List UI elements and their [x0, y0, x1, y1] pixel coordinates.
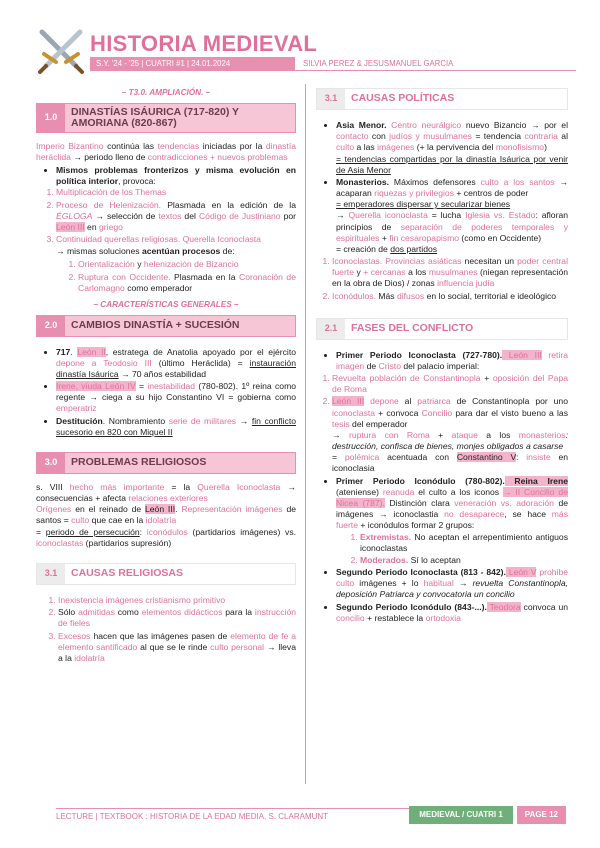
list-item: • Destitución. Nombramiento serie de militares → fin conflicto sucesorio en 820 con Miquel II [56, 416, 296, 438]
section-header-3-0 [36, 452, 296, 474]
bullet-list [56, 165, 296, 245]
section-title: PROBLEMAS RELIGIOSOS [65, 453, 295, 473]
course-meta: S.Y. '24 - '25 | CUATRI #1 | 24.01.2024 [90, 57, 295, 71]
footer-course: MEDIEVAL / CUATRI 1 [409, 806, 513, 824]
list-item: 1. Revuelta población de Constantinopla + oposición del Papa de Roma [332, 373, 568, 395]
list-item: 2. Iconódulos. Más difusos en lo social, territorial e ideológico [332, 291, 568, 302]
list-item: • Primer Periodo Iconoclasta (727-780). León III retira imagen de Cristo del palacio imperial: [336, 350, 568, 372]
section-number: 1.0 [37, 104, 65, 132]
section-title: CAMBIOS DINASTÍA + SUCESIÓN [65, 316, 295, 336]
section-header-1-0 [36, 103, 296, 133]
bullet-list [56, 347, 296, 438]
section-title: DINASTÍAS ISÁURICA (717-820) Y AMORIANA (820-867) [65, 104, 295, 132]
numbered-list [360, 532, 568, 567]
page-footer [56, 806, 566, 824]
section-label-caracteristicas: – CARACTERÍSTICAS GENERALES – [93, 299, 239, 309]
left-column [36, 86, 296, 665]
section-header-2-0 [36, 315, 296, 337]
numbered-list [332, 256, 568, 302]
footer-page-number: PAGE 12 [517, 806, 566, 824]
subheader-bar [90, 57, 576, 71]
list-item: • Irene, viuda León IV = inestabilidad (780-802). 1º reina como regente → ciega a su hijo Constantino VI = gobierna como emperatriz [56, 381, 296, 415]
footer-source: LECTURE | TEXTBOOK : HISTORIA DE LA EDAD MEDIA, S. CLARAMUNT [56, 808, 409, 822]
numbered-list [332, 373, 568, 475]
numbered-list [58, 595, 296, 664]
section-number: 3.1 [37, 564, 65, 584]
list-item: 1. Inexistencia imágenes cristianismo primitivo [58, 595, 296, 606]
section-header-3-1-religiosas [36, 563, 296, 585]
right-column [316, 86, 568, 625]
bullet-list [336, 350, 568, 372]
list-item: 2. León III depone al patriarca de Constantinopla por uno iconoclasta + convoca Concilio para dar el visto bueno a las tesis del emperador → ruptura con Roma + ataque a los monasterios: destrucción, confisca de bienes, monjes obligados a casarse = polémica acentuada con Constantino V: insiste en iconoclasia [332, 396, 568, 474]
numbered-list [56, 187, 296, 245]
paragraph: s. VIII hecho más importante = la Querella Iconoclasta → consecuencias + afecta relaciones exteriores Orígenes en el reinado de León III. Representación imágenes de santos = culto que cae en la idolatría = periodo de persecución: iconódulos (partidarios imágenes) vs. iconoclastas (partidarios supresión) [36, 481, 297, 548]
list-item: 2. Sólo admitidas como elementos didácticos para la instrucción de fieles [58, 607, 296, 629]
list-item: 2. Ruptura con Occidente. Plasmada en la Coronación de Carlomagno como emperador [78, 272, 296, 294]
section-number: 3.1 [317, 89, 345, 109]
numbered-list [78, 259, 296, 294]
bullet-list [336, 476, 568, 624]
paragraph: → mismas soluciones acentúan procesos de: [56, 246, 235, 257]
list-item: 3. Excesos hacen que las imágenes pasen de elemento de fe a elemento santificado al que se le rinde culto personal → lleva a la idolatría [58, 631, 296, 665]
list-item: • Primer Periodo Iconódulo (780-802). Reina Irene (ateniense) reanuda el culto a los iconos → II Concilio de Nicea (787). Distinción clara veneración vs. adoración de imágenes → iconoclastia no desaparece, se hace más fuerte + iconódulos formar 2 grupos: 1. Extremistas. No aceptan el arrepentimiento antiguos iconoclastas 2. Moderados. Sí lo aceptan [336, 476, 568, 566]
section-header-3-1-politicas [316, 88, 568, 110]
list-item: 1. Extremistas. No aceptan el arrepentimiento antiguos iconoclastas [360, 532, 568, 554]
column-divider [305, 84, 306, 784]
section-number: 2.0 [37, 316, 65, 336]
page-header [36, 28, 576, 82]
list-item: 2. Moderados. Sí lo aceptan [360, 555, 568, 566]
list-item: 2. Proceso de Helenización. Plasmada en la edición de la ÉGLOGA → selección de textos del Código de Justiniano por León III en griego [56, 200, 296, 234]
authors: SILVIA PEREZ & JESUSMANUEL GARCIA [295, 57, 576, 71]
page-title: HISTORIA MEDIEVAL [90, 31, 318, 56]
list-item: • Segundo Periodo Iconoclasta (813 - 842). León V prohibe culto imágenes + lo habitual → revuelta Constantinopla, deposición Patriarca y convocatoria un concilio [336, 567, 568, 601]
list-item: 1. Multiplicación de los Themas [56, 187, 296, 198]
paragraph: Imperio Bizantino continúa las tendencias iniciadas por la dinastía heráclida → periodo lleno de contradicciones + nuevos problemas [36, 140, 296, 162]
list-item: 1. Iconoclastas. Provincias asiáticas necesitan un poder central fuerte y + cercanas a los musulmanes (niegan representación en la obra de Dios) / zonas influencia judía [332, 256, 568, 290]
section-number: 3.0 [37, 453, 65, 473]
list-item: • 717. León II, estratega de Anatolia apoyado por el ejército depone a Teodosio III (último Heráclida) = instauración dinastía Isáurica → 70 años estabilidad [56, 347, 296, 381]
section-title: CAUSAS POLÍTICAS [345, 89, 567, 109]
section-label-ampliacion: – T3.0. AMPLIACIÓN. – [121, 88, 211, 97]
list-item: • Mismos problemas fronterizos y misma evolución en política interior, provoca: 1. Multiplicación de los Themas 2. Proceso de Helenización. Plasmada en la edición de la ÉGLOGA → selección de textos del Código de Justiniano por León III en griego 3. Continuidad querellas religiosas. Querella Iconoclasta [56, 165, 296, 245]
list-item: • Asia Menor. Centro neurálgico nuevo Bizancio → por el contacto con judíos y musulmanes = tendencia contraria al culto a las imágenes (+ la pervivencia del monofisismo) = tendencias compartidas por la dinastía Isáurica por venir de Asia Menor [336, 120, 568, 176]
section-title: FASES DEL CONFLICTO [345, 319, 567, 339]
list-item: • Monasterios. Máximos defensores culto a los santos → acaparan riquezas y privilegios + centros de poder = emperadores dispersar y secularizar bienes → Querella iconoclasta = lucha Iglesia vs. Estado: afloran principios de separación de poderes temporales y espirituales + fin cesaropapismo (como en Occidente) = creación de dos partidos [336, 177, 568, 255]
section-number: 2.1 [317, 319, 345, 339]
crossed-swords-icon [36, 28, 86, 76]
list-item: 1. Orientalización y helenización de Bizancio [78, 259, 296, 270]
section-header-2-1 [316, 318, 568, 340]
list-item: 3. Continuidad querellas religiosas. Querella Iconoclasta [56, 234, 296, 245]
bullet-list [336, 120, 568, 255]
list-item: • Segundo Periodo Iconódulo (843-...). Teodora convoca un concilio + restablece la ortodoxia [336, 602, 568, 624]
section-title: CAUSAS RELIGIOSAS [65, 564, 295, 584]
